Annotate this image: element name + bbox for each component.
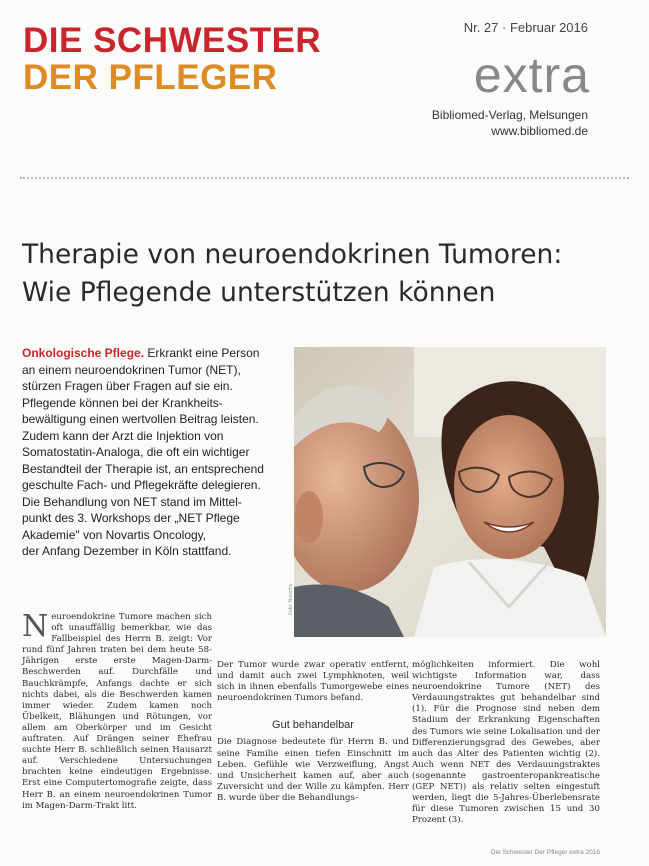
body-column-1-text: euroendokrine Tumore machen sich oft unauffällig bemerkbar, wie das Fallbeispiel des Herrn B. zeigt: Vor rund fünf Jahren traten bei dem heute 58-Jährigen erste erste Magen-Darm-Beschwerden auf. Durchfälle und Bauchkrämpfe, Anfangs dachte er sich nichts dabei, als die Beschwerden kamen immer wieder. Zudem kamen noch Übelkeit, Blähungen und Rötungen, vor allem am Oberkörper und im Gesicht auftraten. Auf Drängen seiner Ehefrau suchte Herr B. schließlich seinen Hausarzt auf. Verschiedene Untersuchungen brachten keine eindeutigen Ergebnisse. Erst eine Computertomografie zeigte, dass Herr B. an einem neuroendokrinen Tumor im Magen-Darm-Trakt litt. — [22, 612, 212, 811]
masthead-title-line1: DIE SCHWESTER — [23, 21, 322, 60]
lead-line-2: stürzen Fragen über Fragen auf sie ein. — [22, 379, 233, 393]
dotted-divider — [20, 177, 629, 179]
lead-line-6: Somatostatin-Analoga, die oft ein wichtiger — [22, 445, 250, 459]
body-column-3-text: möglichkeiten informiert. Die wohl wichtigste Information war, dass neuroendokrine Tumore (NET) des Verdauungstraktes gut behandelbar sind (1). Für die Prognose sind neben dem Stadium der Erkrankung Eigenschaften des Tumors wie seine Lokalisation und der Differenzierungsgrad des Gewebes, aber auch das Alter des Patienten wichtig (2). Auch wenn NET des Verdauungstraktes (sogenannte gastroenteropankreatische (GEP NET)) als relativ selten eingestuft werden, liegt die 5-Jahres-Überlebensrate für diese Tumoren zwischen 15 und 30 Prozent (3). — [412, 660, 600, 826]
publisher-info — [400, 107, 588, 139]
body-column-3 — [412, 660, 600, 826]
body-column-2-text-b: Die Diagnose bedeutete für Herrn B. und seine Familie einen tiefen Einschnitt im Leben. Gefühle wie Verzweiflung, Angst und Unsicherheit kamen auf, aber auch Zuversicht und der Wille zu kämpfen. Herr B. wurde über die Behandlungs- — [217, 737, 409, 803]
drop-cap: N — [22, 609, 49, 644]
issue-number: Nr. 27 · Februar 2016 — [463, 20, 588, 35]
lead-line-12: der Anfang Dezember in Köln stattfand. — [22, 544, 232, 558]
extra-logo: extra — [473, 47, 590, 103]
body-column-2 — [217, 660, 409, 804]
lead-line-5: Zudem kann der Arzt die Injektion von — [22, 428, 224, 443]
headline-line2: Wie Pflegende unterstützen können — [22, 277, 496, 308]
lead-line-11: Akademie" von Novartis Oncology, — [22, 527, 207, 542]
body-column-1 — [22, 609, 212, 812]
lead-line-7: Bestandteil der Therapie ist, an entsprechend — [22, 461, 264, 476]
lead-kicker: Onkologische Pflege. — [22, 346, 145, 360]
man-ear — [295, 491, 323, 543]
publisher-name: Bibliomed-Verlag, Melsungen — [431, 108, 588, 122]
article-lead — [22, 345, 290, 560]
lead-line-0-text: Erkrankt eine Person — [144, 346, 260, 360]
body-subheading: Gut behandelbar — [272, 719, 354, 732]
lead-line-1: an einem neuroendokrinen Tumor (NET), — [22, 362, 241, 377]
article-headline — [22, 236, 632, 312]
lead-line-9: Die Behandlung von NET stand im Mittel- — [22, 494, 242, 509]
lead-line-0 — [22, 345, 290, 362]
lead-line-8: geschulte Fach- und Pflegekräfte delegieren. — [22, 478, 261, 492]
headline-line1: Therapie von neuroendokrinen Tumoren: — [22, 239, 563, 270]
body-column-2-text-a: Der Tumor wurde zwar operativ entfernt, und damit auch zwei Lymphknoten, weil sich in ihnen ebenfalls Tumorgewebe eines neuroendokrinen Tumors befand. — [217, 660, 409, 704]
masthead-title-line2: DER PFLEGER — [23, 58, 278, 97]
publisher-website[interactable]: www.bibliomed.de — [491, 124, 588, 138]
lead-line-4: bewältigung einen wertvollen Beitrag leisten. — [22, 412, 259, 426]
photo-credit: Foto: Novartis — [288, 583, 294, 615]
article-photo — [294, 347, 606, 637]
page-footer: Die Schwester Der Pfleger extra 2016 — [490, 849, 600, 856]
lead-line-10: punkt des 3. Workshops der „NET Pflege — [22, 511, 240, 525]
lead-line-3: Pflegende können bei der Krankheits- — [22, 395, 223, 410]
